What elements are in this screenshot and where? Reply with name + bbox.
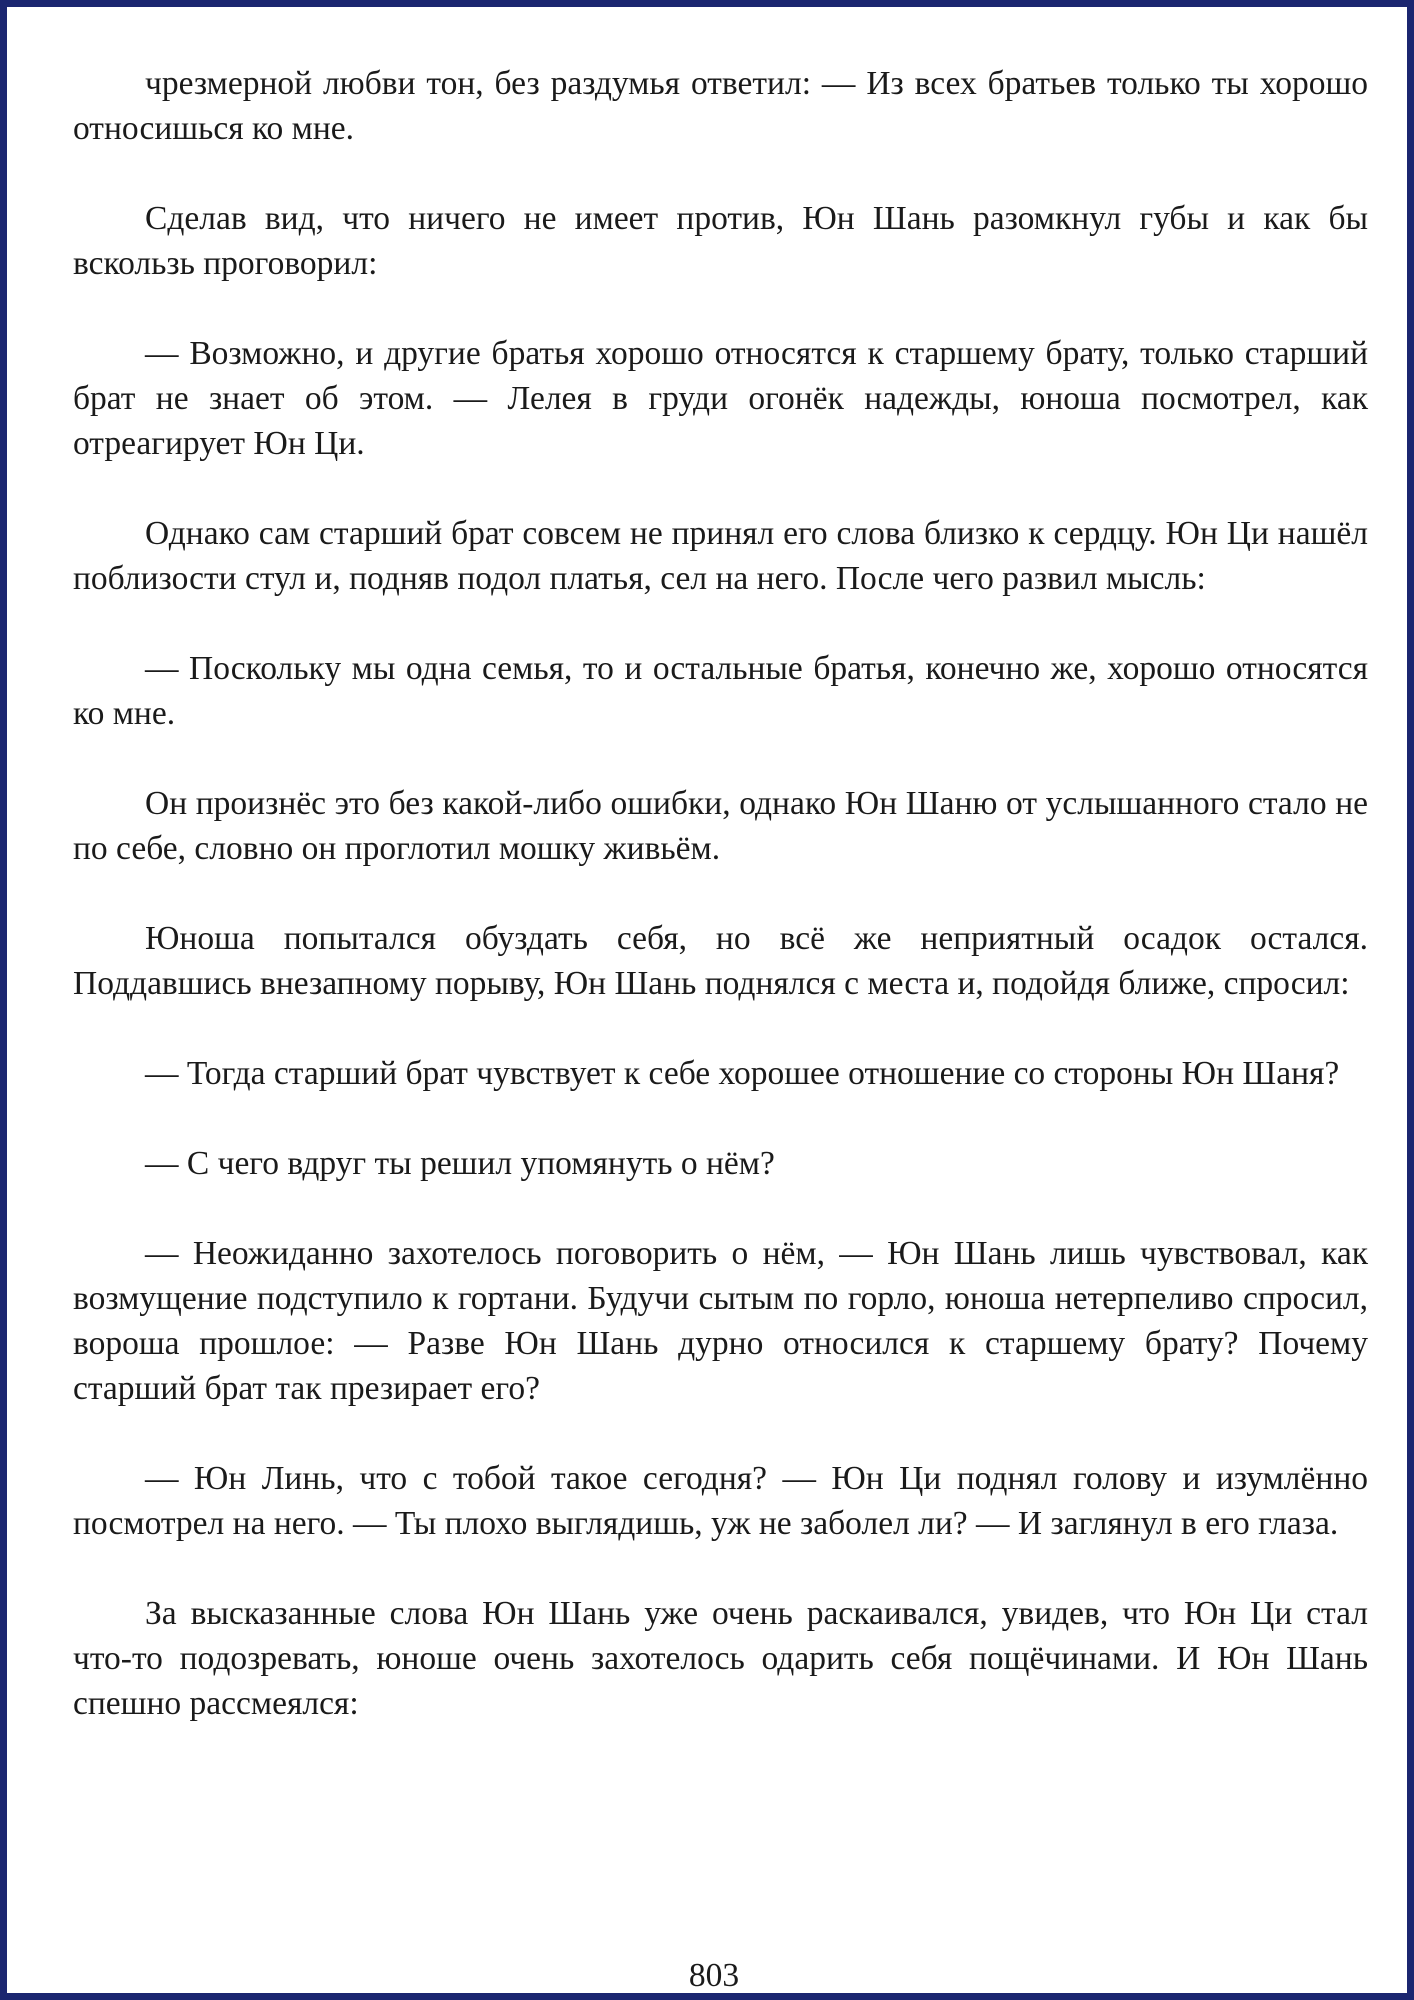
paragraph: Сделав вид, что ничего не имеет против, Юн Шань разомкнул губы и как бы вскользь проговорил: [73,200,1368,282]
paragraph: — Тогда старший брат чувствует к себе хорошее отношение со стороны Юн Шаня? [145,1055,1340,1092]
paragraph: Он произнёс это без какой-либо ошибки, однако Юн Шаню от услышанного стало не по себе, словно он проглотил мошку живьём. [73,785,1368,867]
paragraph: — Поскольку мы одна семья, то и остальные братья, конечно же, хорошо относятся ко мне. [73,650,1368,732]
page-number: 803 [688,1957,740,1994]
paragraph: Юноша попытался обуздать себя, но всё же неприятный осадок остался. Поддавшись внезапному порыву, Юн Шань поднялся с места и, подойдя ближе, спросил: [73,920,1368,1002]
paragraph: чрезмерной любви тон, без раздумья ответил: — Из всех братьев только ты хорошо относишься ко мне. [73,65,1368,147]
paragraph: За высказанные слова Юн Шань уже очень раскаивался, увидев, что Юн Ци стал что-то подозревать, юноше очень захотелось одарить себя пощёчинами. И Юн Шань спешно рассмеялся: [73,1595,1368,1722]
paragraph: Однако сам старший брат совсем не принял его слова близко к сердцу. Юн Ци нашёл поблизости стул и, подняв подол платья, сел на него. После чего развил мысль: [73,515,1368,597]
paragraph: — Неожиданно захотелось поговорить о нём, — Юн Шань лишь чувствовал, как возмущение подступило к гортани. Будучи сытым по горло, юноша нетерпеливо спросил, вороша прошлое: — Разве Юн Шань дурно относился к старшему брату? Почему старший брат так презирает его? [73,1235,1368,1407]
paragraph: — С чего вдруг ты решил упомянуть о нём? [145,1145,775,1182]
page-body [73,61,1368,1726]
paragraph: — Возможно, и другие братья хорошо относятся к старшему брату, только старший брат не знает об этом. — Лелея в груди огонёк надежды, юноша посмотрел, как отреагирует Юн Ци. [73,335,1368,462]
paragraph: — Юн Линь, что с тобой такое сегодня? — Юн Ци поднял голову и изумлённо посмотрел на него. — Ты плохо выглядишь, уж не заболел ли? — И заглянул в его глаза. [73,1460,1368,1542]
